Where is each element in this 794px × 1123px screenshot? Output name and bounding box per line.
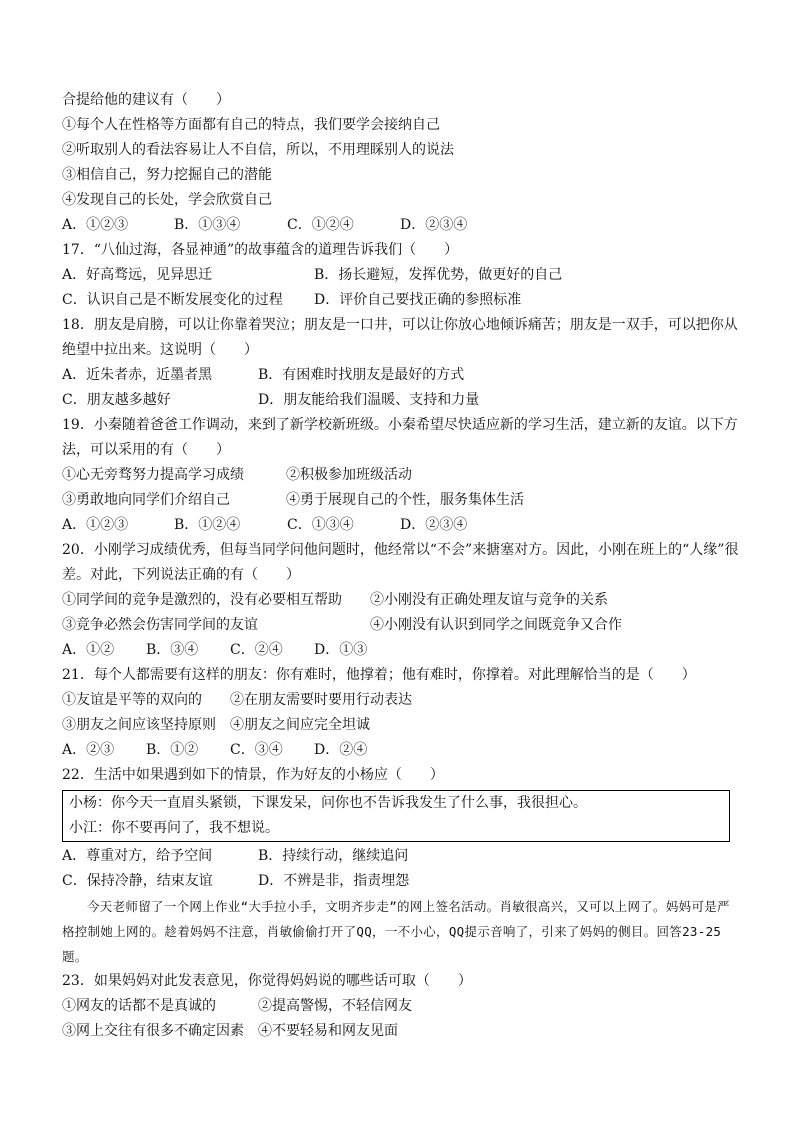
q23-item-3: ③网上交往有很多不确定因素 <box>62 1023 244 1039</box>
q18-option-b: B．有困难时找朋友是最好的方式 <box>258 367 465 383</box>
q20-option-b: B．③④ <box>146 642 199 658</box>
q17-options-row1 <box>62 263 742 288</box>
q21-items-row2 <box>62 713 742 738</box>
q21-item-3: ③朋友之间应该坚持原则 <box>62 717 216 733</box>
q16-option-b: B．①③④ <box>174 217 241 233</box>
q16-option-c: C．①②④ <box>287 217 354 233</box>
q22-option-a: A．尊重对方，给予空间 <box>62 848 213 864</box>
exam-page <box>62 88 742 1044</box>
q22-dialog-box <box>62 790 730 842</box>
q22-dialog-line-2: 小江：你不要再问了，我不想说。 <box>69 820 279 836</box>
q22-option-c: C．保持冷静，结束友谊 <box>62 873 213 889</box>
q23-item-4: ④不要轻易和网友见面 <box>258 1023 398 1039</box>
q17-option-d: D．评价自己要找正确的参照标准 <box>314 292 522 308</box>
q16-options <box>62 213 742 238</box>
q20-stem: 20．小刚学习成绩优秀，但每当同学问他问题时，他经常以“不会”来搪塞对方。因此，小刚在班上的“人缘”很差。对此，下列说法正确的有（ ） <box>62 542 739 583</box>
q18-stem: 18．朋友是肩膀，可以让你靠着哭泣；朋友是一口井，可以让你放心地倾诉痛苦；朋友是一双手，可以把你从绝望中拉出来。这说明（ ） <box>62 317 738 358</box>
q16-option-d: D．②③④ <box>400 217 468 233</box>
q19-item-2: ②积极参加班级活动 <box>286 467 412 483</box>
q20-item-3: ③竞争必然会伤害同学间的友谊 <box>62 617 258 633</box>
q21-options <box>62 738 742 763</box>
q18-options-row2 <box>62 388 742 413</box>
q21-option-b: B．①② <box>146 742 199 758</box>
q19-item-4: ④勇于展现自己的个性，服务集体生活 <box>286 492 524 508</box>
q17-stem: 17．“八仙过海，各显神通”的故事蕴含的道理告诉我们（ ） <box>62 242 459 258</box>
q21-item-4: ④朋友之间应完全坦诚 <box>230 717 370 733</box>
q20-option-c: C．②④ <box>230 642 283 658</box>
q21-item-1: ①友谊是平等的双向的 <box>62 692 202 708</box>
q23-item-2: ②提高警惕，不轻信网友 <box>258 998 412 1014</box>
q19-stem: 19．小秦随着爸爸工作调动，来到了新学校新班级。小秦希望尽快适应新的学习生活，建立新的友谊。以下方法，可以采用的有（ ） <box>62 417 738 458</box>
q20-item-1: ①同学间的竞争是激烈的，没有必要相互帮助 <box>62 592 342 608</box>
q16-item-4: ④发现自己的长处，学会欣赏自己 <box>62 192 272 208</box>
q21-option-c: C．③④ <box>230 742 283 758</box>
q16-item-1: ①每个人在性格等方面都有自己的特点，我们要学会接纳自己 <box>62 117 440 133</box>
q20-items-row1 <box>62 588 742 613</box>
q16-item-2: ②听取别人的看法容易让人不自信，所以，不用理睬别人的说法 <box>62 142 454 158</box>
q18-option-c: C．朋友越多越好 <box>62 392 171 408</box>
q19-item-3: ③勇敢地向同学们介绍自己 <box>62 492 230 508</box>
q23-items-row2 <box>62 1019 742 1044</box>
q18-option-a: A．近朱者赤，近墨者黑 <box>62 367 213 383</box>
q19-item-1: ①心无旁骛努力提高学习成绩 <box>62 467 244 483</box>
q17-option-b: B．扬长避短，发挥优势，做更好的自己 <box>314 267 563 283</box>
q20-items-row2 <box>62 613 742 638</box>
q21-stem: 21．每个人都需要有这样的朋友：你有难时，他撑着；他有难时，你撑着。对此理解恰当的是（ ） <box>62 667 696 683</box>
q21-item-2: ②在朋友需要时要用行动表达 <box>230 692 412 708</box>
q23-items-row1 <box>62 994 742 1019</box>
q19-option-b: B．①②④ <box>174 517 241 533</box>
q19-items-row2 <box>62 488 742 513</box>
q21-option-d: D．②④ <box>314 742 368 758</box>
q17-option-c: C．认识自己是不断发展变化的过程 <box>62 292 283 308</box>
q20-options <box>62 638 742 663</box>
q22-option-d: D．不辨是非，指责埋怨 <box>258 873 410 889</box>
q22-dialog-line-1: 小杨：你今天一直眉头紧锁，下课发呆，问你也不告诉我发生了什么事，我很担心。 <box>69 795 587 811</box>
q18-option-d: D．朋友能给我们温暖、支持和力量 <box>258 392 480 408</box>
q22-stem: 22．生活中如果遇到如下的情景，作为好友的小杨应（ ） <box>62 767 444 783</box>
q22-options-row2 <box>62 869 742 894</box>
q23-stem: 23．如果妈妈对此发表意见，你觉得妈妈说的哪些话可取（ ） <box>62 973 472 989</box>
q19-option-a: A．①②③ <box>62 517 129 533</box>
q16-item-3: ③相信自己，努力挖掘自己的潜能 <box>62 167 272 183</box>
q19-options <box>62 513 742 538</box>
q20-item-4: ④小刚没有认识到同学之间既竞争又合作 <box>370 617 622 633</box>
q19-items-row1 <box>62 463 742 488</box>
q19-option-d: D．②③④ <box>400 517 468 533</box>
q19-option-c: C．①③④ <box>287 517 354 533</box>
story-passage: 今天老师留了一个网上作业“大手拉小手，文明齐步走”的网上签名活动。肖敏很高兴，又可以上网了。妈妈可是严格控制她上网的。趁着妈妈不注意，肖敏偷偷打开了QQ，一不小心，QQ提示音响了，引来了妈妈的侧目。回答23-25题。 <box>62 899 730 964</box>
q16-stem: 合提给他的建议有（ ） <box>62 92 230 108</box>
q22-options-row1 <box>62 844 742 869</box>
q23-item-1: ①网友的话都不是真诚的 <box>62 998 216 1014</box>
q20-item-2: ②小刚没有正确处理友谊与竞争的关系 <box>370 592 608 608</box>
q22-option-b: B．持续行动，继续追问 <box>258 848 409 864</box>
q20-option-a: A．①② <box>62 642 115 658</box>
q20-option-d: D．①③ <box>314 642 368 658</box>
q21-items-row1 <box>62 688 742 713</box>
q17-option-a: A．好高骛远，见异思迁 <box>62 267 213 283</box>
q16-option-a: A．①②③ <box>62 217 129 233</box>
q18-options-row1 <box>62 363 742 388</box>
q21-option-a: A．②③ <box>62 742 115 758</box>
q17-options-row2 <box>62 288 742 313</box>
